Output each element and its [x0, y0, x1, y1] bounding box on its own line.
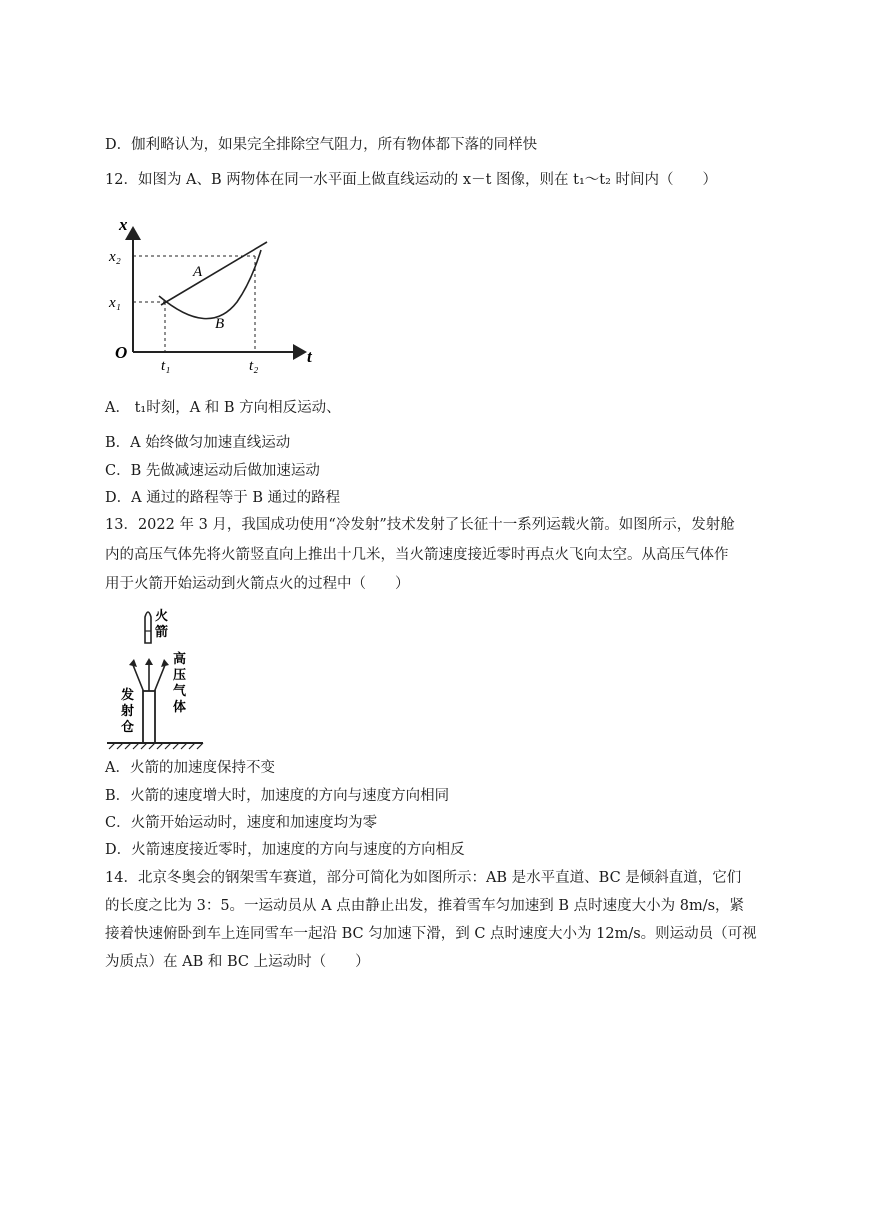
gas-label-4: 体 — [173, 699, 187, 714]
chamber-label-2: 射 — [121, 703, 135, 718]
rocket-launch-figure — [105, 603, 205, 753]
q14-stem-line4: 为质点）在 AB 和 BC 上运动时（ ） — [105, 954, 370, 970]
gas-arrowhead-mid — [145, 658, 153, 665]
t1-label: t₁ — [161, 358, 171, 374]
q13-stem-line1: 13．2022 年 3 月，我国成功使用“冷发射”技术发射了长征十一系列运载火箭。如图所示，发射舱 — [105, 517, 735, 533]
q14-stem-line1: 14．北京冬奥会的钢架雪车赛道，部分可简化为如图所示：AB 是水平直道、BC 是倾斜直道，它们 — [105, 870, 742, 886]
q11-option-d: D．伽利略认为，如果完全排除空气阻力，所有物体都下落的同样快 — [105, 137, 538, 153]
gas-label-2: 压 — [173, 667, 187, 682]
x1-label: x₁ — [109, 295, 121, 311]
q12-stem: 12．如图为 A、B 两物体在同一水平面上做直线运动的 x－t 图像，则在 t₁～t₂ 时间内（ ） — [105, 172, 718, 188]
rocket-label-2: 箭 — [155, 624, 169, 639]
q14-stem-line3: 接着快速俯卧到车上连同雪车一起沿 BC 匀加速下滑，到 C 点时速度大小为 12m/s。则运动员（可视 — [105, 926, 757, 942]
q12-option-c: C．B 先做减速运动后做加速运动 — [105, 463, 320, 479]
q12-option-d: D．A 通过的路程等于 B 通过的路程 — [105, 490, 341, 506]
q13-stem-line2: 内的高压气体先将火箭竖直向上推出十几米，当火箭速度接近零时再点火飞向太空。从高压气体作 — [105, 547, 729, 563]
chamber-label-3: 仓 — [121, 719, 135, 734]
q13-option-c: C．火箭开始运动时，速度和加速度均为零 — [105, 815, 378, 831]
curve-a-label: A — [193, 264, 203, 280]
rocket-label-1: 火 — [155, 608, 169, 623]
curve-b-label: B — [215, 316, 225, 332]
curve-a-line — [161, 242, 267, 305]
q13-stem-line3: 用于火箭开始运动到火箭点火的过程中（ ） — [105, 576, 410, 592]
origin-label: O — [115, 343, 128, 362]
rocket-body — [145, 612, 151, 643]
rocket-diagram — [105, 603, 205, 753]
launch-chamber — [143, 691, 155, 743]
gas-arrowhead-left — [129, 659, 137, 667]
gas-arrowhead-right — [161, 659, 169, 667]
q13-option-b: B．火箭的速度增大时，加速度的方向与速度方向相同 — [105, 788, 450, 804]
q12-option-a: A． t₁时刻，A 和 B 方向相反运动、 — [105, 400, 341, 416]
curve-b-line — [159, 250, 261, 319]
xt-graph-figure — [105, 210, 325, 380]
x-axis-label: t — [307, 347, 312, 366]
q12-option-b: B．A 始终做匀加速直线运动 — [105, 435, 291, 451]
q13-option-d: D．火箭速度接近零时，加速度的方向与速度的方向相反 — [105, 842, 465, 858]
q14-stem-line2: 的长度之比为 3：5。一运动员从 A 点由静止出发，推着雪车匀加速到 B 点时速度大小为 8m/s，紧 — [105, 898, 745, 914]
gas-label-1: 高 — [173, 651, 187, 666]
gas-label-3: 气 — [173, 683, 187, 698]
chamber-label-1: 发 — [121, 687, 135, 702]
q13-option-a: A．火箭的加速度保持不变 — [105, 760, 275, 776]
x2-label: x₂ — [109, 249, 121, 265]
y-axis-label: x — [119, 215, 128, 234]
t2-label: t₂ — [249, 358, 259, 374]
xt-graph — [105, 210, 325, 380]
